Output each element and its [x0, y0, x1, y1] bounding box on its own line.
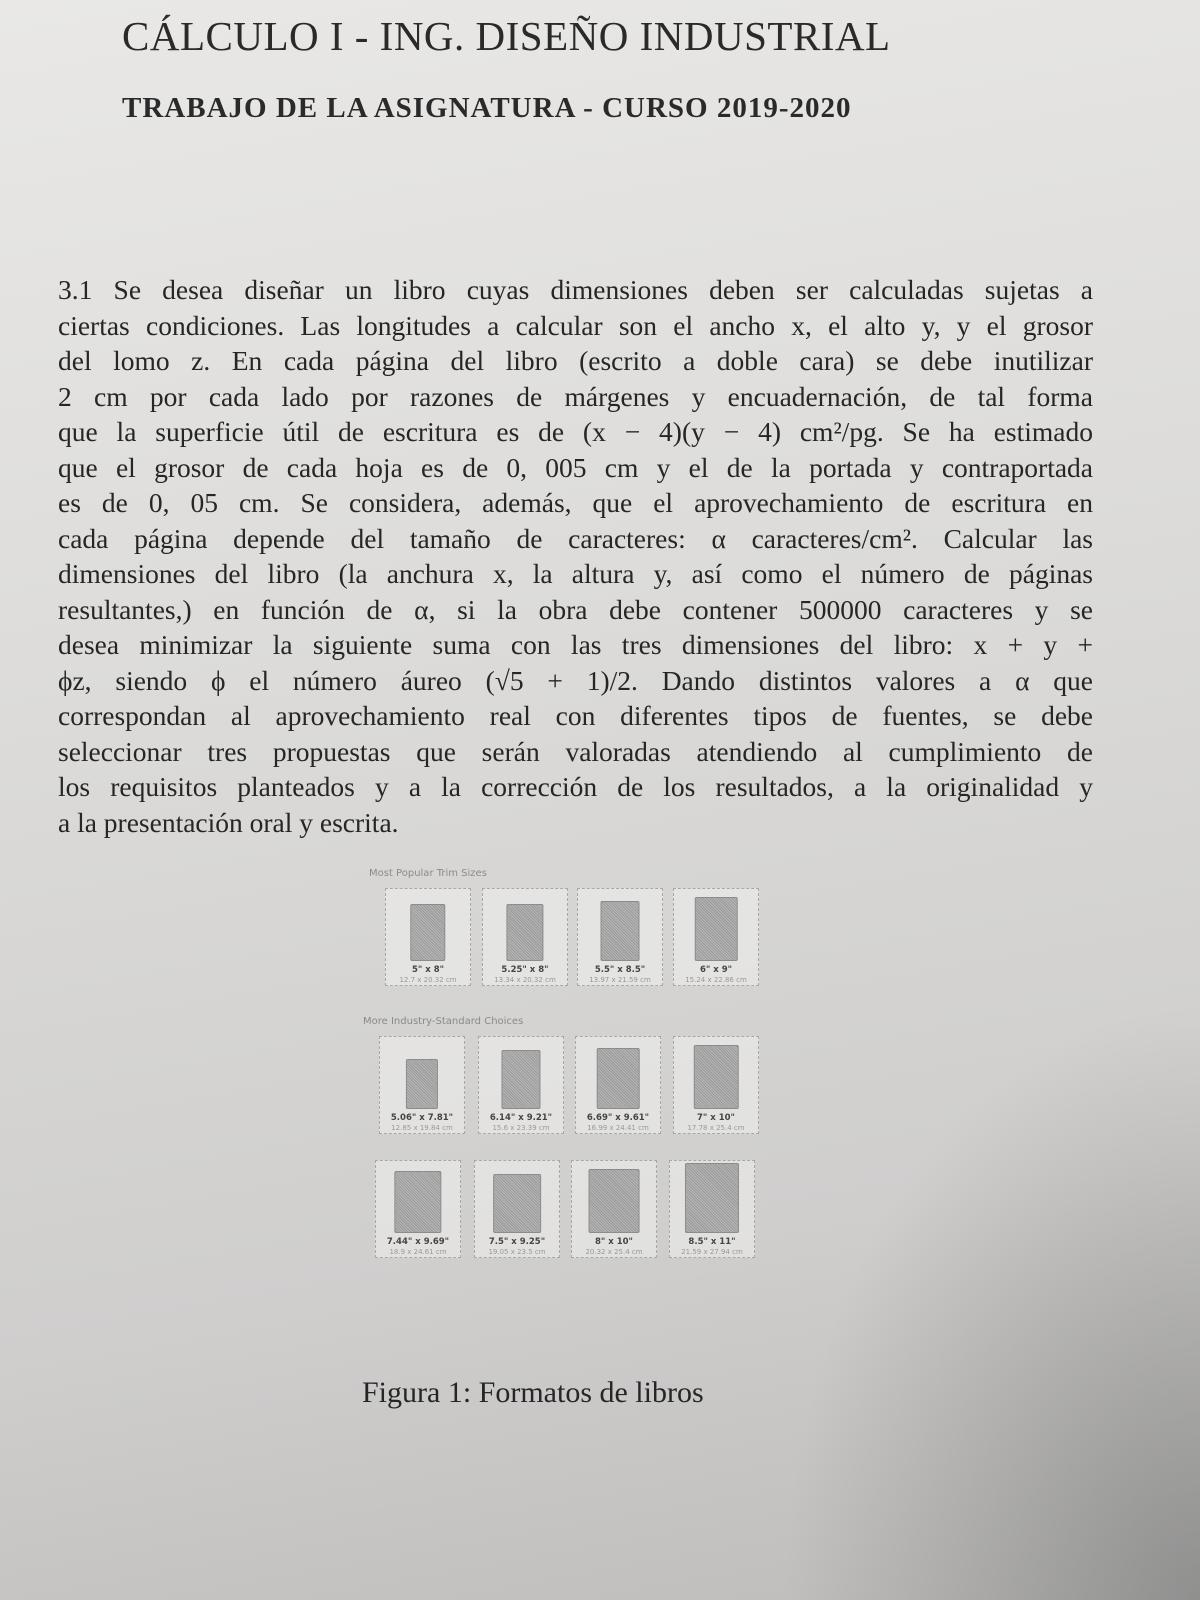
problem-statement: [58, 272, 1093, 840]
problem-line: 2 cm por cada lado por razones de márgenes y encuadernación, de tal forma: [58, 380, 1093, 412]
book-formats-figure: [365, 868, 785, 1308]
problem-line: los requisitos planteados y a la corrección de los resultados, a la originalidad y: [58, 771, 1093, 802]
trim-size-inches: 8" x 10": [594, 1237, 633, 1247]
trim-size-cm: 12.7 x 20.32 cm: [399, 976, 457, 984]
page-subtitle: TRABAJO DE LA ASIGNATURA - CURSO 2019-2020: [122, 92, 852, 124]
book-thumbnail: [685, 1163, 739, 1233]
book-thumbnail: [601, 901, 640, 961]
trim-size-card: [571, 1160, 657, 1258]
problem-line: dimensiones del libro (la anchura x, la altura y, así como el número de páginas: [58, 558, 1093, 589]
book-thumbnail: [694, 1045, 739, 1109]
trim-size-card: [385, 888, 471, 986]
problem-line: 3.1 Se desea diseñar un libro cuyas dimensiones deben ser calculadas sujetas a: [58, 274, 1093, 305]
problem-line: correspondan al aprovechamiento real con diferentes tipos de fuentes, se debe: [58, 700, 1093, 731]
trim-size-inches: 6.69" x 9.61": [586, 1113, 650, 1123]
trim-size-cm: 21.59 x 27.94 cm: [681, 1248, 743, 1256]
trim-size-inches: 6" x 9": [699, 965, 733, 975]
trim-size-inches: 5" x 8": [411, 965, 445, 975]
figure-heading-standard: More Industry-Standard Choices: [363, 1016, 524, 1027]
problem-line: del lomo z. En cada página del libro (escrito a doble cara) se debe inutilizar: [58, 345, 1093, 376]
book-thumbnail: [597, 1048, 640, 1109]
trim-size-inches: 5.5" x 8.5": [594, 965, 646, 975]
trim-size-cm: 18.9 x 24.61 cm: [389, 1248, 447, 1256]
trim-size-card: [575, 1036, 661, 1134]
trim-size-cm: 13.34 x 20.32 cm: [494, 976, 556, 984]
book-thumbnail: [695, 897, 738, 961]
trim-size-inches: 5.06" x 7.81": [390, 1113, 454, 1123]
book-thumbnail: [501, 1050, 540, 1109]
book-thumbnail: [493, 1174, 541, 1233]
problem-line: que la superficie útil de escritura es de (x − 4)(y − 4) cm²/pg. Se ha estimado: [58, 416, 1093, 447]
trim-size-card: [482, 888, 568, 986]
book-thumbnail: [410, 904, 445, 961]
trim-size-cm: 19.05 x 23.5 cm: [488, 1248, 546, 1256]
trim-size-cm: 15.24 x 22.86 cm: [685, 976, 747, 984]
trim-size-inches: 7.5" x 9.25": [488, 1237, 546, 1247]
trim-size-inches: 6.14" x 9.21": [489, 1113, 553, 1123]
trim-size-card: [474, 1160, 560, 1258]
trim-size-card: [478, 1036, 564, 1134]
problem-line: seleccionar tres propuestas que serán valoradas atendiendo al cumplimiento de: [58, 735, 1093, 767]
trim-size-cm: 17.78 x 25.4 cm: [687, 1124, 745, 1132]
trim-size-card: [375, 1160, 461, 1258]
problem-line: desea minimizar la siguiente suma con las tres dimensiones del libro: x + y +: [58, 629, 1093, 660]
trim-size-card: [673, 888, 759, 986]
trim-size-cm: 12.85 x 19.84 cm: [391, 1124, 453, 1132]
trim-size-inches: 7.44" x 9.69": [386, 1237, 450, 1247]
figure-caption: Figura 1: Formatos de libros: [362, 1376, 704, 1409]
trim-size-cm: 13.97 x 21.59 cm: [589, 976, 651, 984]
trim-size-inches: 7" x 10": [696, 1113, 735, 1123]
page-shadow: [780, 1000, 1200, 1600]
figure-heading-popular: Most Popular Trim Sizes: [369, 868, 487, 879]
problem-line: que el grosor de cada hoja es de 0, 005 cm y el de la portada y contraportada: [58, 451, 1093, 483]
book-thumbnail: [406, 1059, 438, 1109]
book-thumbnail: [506, 904, 543, 961]
book-thumbnail: [589, 1169, 640, 1233]
problem-line: ciertas condiciones. Las longitudes a calcular son el ancho x, el alto y, y el grosor: [58, 309, 1093, 341]
trim-size-inches: 5.25" x 8": [501, 965, 549, 975]
problem-line: resultantes,) en función de α, si la obra debe contener 500000 caracteres y se: [58, 593, 1093, 625]
page-title: CÁLCULO I - ING. DISEÑO INDUSTRIAL: [122, 13, 891, 59]
problem-line: cada página depende del tamaño de caracteres: α caracteres/cm². Calcular las: [58, 522, 1093, 554]
trim-size-cm: 20.32 x 25.4 cm: [585, 1248, 643, 1256]
trim-size-cm: 15.6 x 23.39 cm: [492, 1124, 550, 1132]
trim-size-card: [673, 1036, 759, 1134]
trim-size-card: [379, 1036, 465, 1134]
trim-size-card: [577, 888, 663, 986]
problem-line: es de 0, 05 cm. Se considera, además, que el aprovechamiento de escritura en: [58, 487, 1093, 518]
trim-size-cm: 16.99 x 24.41 cm: [587, 1124, 649, 1132]
problem-line: a la presentación oral y escrita.: [58, 806, 399, 838]
trim-size-card: [669, 1160, 755, 1258]
book-thumbnail: [394, 1171, 441, 1233]
trim-size-inches: 8.5" x 11": [688, 1237, 736, 1247]
problem-line: ϕz, siendo ϕ el número áureo (√5 + 1)/2. Dando distintos valores a α que: [58, 664, 1093, 696]
